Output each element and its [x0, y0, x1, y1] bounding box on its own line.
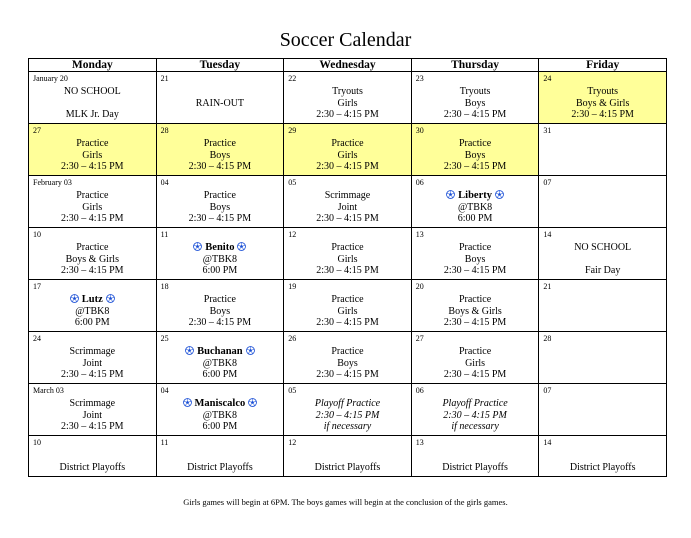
event-line: Practice: [76, 242, 109, 253]
day-date: 22: [288, 74, 297, 83]
day-cell: [411, 176, 539, 228]
day-events: [541, 86, 664, 121]
day-events: [414, 346, 537, 381]
spacer: [286, 450, 409, 462]
event-line: Scrimmage: [69, 346, 116, 357]
day-cell: [284, 280, 412, 332]
event-line: 6:00 PM: [202, 265, 238, 276]
day-date: 05: [288, 386, 297, 395]
day-date: 07: [543, 178, 552, 187]
event-line: Practice: [203, 138, 236, 149]
week-row: [29, 124, 667, 176]
event-line: Practice: [331, 294, 364, 305]
spacer: [159, 86, 282, 98]
event-line: Practice: [331, 346, 364, 357]
event-line: Fair Day: [585, 265, 621, 276]
day-cell: [539, 176, 667, 228]
day-cell: [29, 280, 157, 332]
day-events: [286, 242, 409, 277]
event-line: Girls: [465, 357, 486, 369]
day-cell: [539, 72, 667, 124]
day-date: 29: [288, 126, 297, 135]
calendar-body: [29, 72, 667, 477]
day-events: [31, 294, 154, 329]
week-row: [29, 176, 667, 228]
day-events: [159, 138, 282, 173]
day-date: 12: [288, 438, 297, 447]
day-cell: [411, 72, 539, 124]
spacer: [31, 98, 154, 110]
day-events: [159, 398, 282, 433]
day-header-friday: Friday: [539, 59, 667, 72]
event-line: RAIN-OUT: [195, 97, 245, 109]
day-date: 06: [415, 178, 424, 187]
day-date: January 20: [33, 74, 68, 83]
event-line: Girls: [337, 305, 358, 317]
day-cell: [29, 124, 157, 176]
day-date: 21: [543, 282, 552, 291]
calendar-table: [28, 58, 667, 477]
day-events: [541, 242, 664, 277]
event-line: 6:00 PM: [202, 421, 238, 432]
spacer: [541, 450, 664, 462]
event-line: Scrimmage: [324, 190, 371, 201]
spacer: [159, 450, 282, 462]
event-line: District Playoffs: [569, 461, 636, 473]
day-cell: [284, 332, 412, 384]
day-cell: [29, 384, 157, 436]
day-events: [286, 138, 409, 173]
event-line: @TBK8: [75, 305, 110, 317]
event-line: Girls: [82, 201, 103, 213]
event-line: Boys: [464, 97, 486, 109]
day-date: 13: [415, 230, 424, 239]
day-header-monday: Monday: [29, 59, 157, 72]
event-line: District Playoffs: [59, 461, 126, 473]
soccer-ball-icon: [67, 294, 82, 305]
day-date: 19: [288, 282, 297, 291]
day-cell: [411, 280, 539, 332]
event-line: 6:00 PM: [202, 369, 238, 380]
event-line: 2:30 – 4:15 PM: [188, 317, 252, 328]
day-date: 18: [160, 282, 169, 291]
day-date: 10: [33, 230, 41, 239]
game-opponent: Liberty: [458, 190, 492, 201]
day-header-row: [29, 59, 667, 72]
event-line: 2:30 – 4:15 PM: [443, 265, 507, 276]
soccer-ball-icon: [190, 242, 205, 253]
spacer: [541, 254, 664, 266]
day-cell: [29, 176, 157, 228]
soccer-ball-icon: [243, 346, 258, 357]
day-cell: [29, 436, 157, 477]
day-date: 12: [288, 230, 297, 239]
day-cell: [284, 72, 412, 124]
day-date: 04: [160, 178, 169, 187]
spacer: [31, 450, 154, 462]
event-line: Joint: [82, 357, 103, 369]
day-cell: [29, 72, 157, 124]
event-line: District Playoffs: [314, 461, 381, 473]
day-events: [31, 450, 154, 473]
event-line: 2:30 – 4:15 PM: [316, 265, 379, 276]
soccer-ball-icon: [182, 346, 197, 357]
day-date: 24: [543, 74, 552, 83]
event-line: @TBK8: [202, 409, 237, 421]
day-header-tuesday: Tuesday: [156, 59, 284, 72]
week-row: [29, 436, 667, 477]
day-date: 25: [160, 334, 169, 343]
day-date: 17: [33, 282, 41, 291]
day-events: [159, 346, 282, 381]
day-cell: [156, 124, 284, 176]
day-cell: [284, 124, 412, 176]
day-cell: [284, 384, 412, 436]
day-date: 21: [160, 74, 169, 83]
day-date: 27: [415, 334, 424, 343]
day-cell: [539, 124, 667, 176]
event-line: Practice: [458, 294, 492, 305]
soccer-ball-icon: [103, 294, 118, 305]
event-line: Practice: [203, 190, 236, 201]
page-title: Soccer Calendar: [279, 29, 412, 51]
day-events: [31, 346, 154, 381]
day-date: 11: [160, 230, 169, 239]
day-cell: [411, 124, 539, 176]
day-date: 24: [33, 334, 41, 343]
day-events: [414, 138, 537, 173]
day-cell: [29, 332, 157, 384]
day-events: [159, 86, 282, 109]
event-line: NO SCHOOL: [63, 86, 121, 97]
game-opponent-line: [414, 190, 537, 202]
game-opponent: Buchanan: [197, 346, 243, 357]
event-line: 2:30 – 4:15 PM: [443, 409, 507, 421]
day-cell: [284, 436, 412, 477]
event-line: Practice: [203, 294, 236, 305]
event-line: Joint: [82, 409, 103, 421]
day-events: [414, 450, 537, 473]
day-cell: [411, 332, 539, 384]
event-line: @TBK8: [202, 253, 237, 265]
event-line: Boys & Girls: [448, 305, 502, 317]
day-events: [286, 190, 409, 225]
day-events: [159, 242, 282, 277]
event-line: Practice: [458, 138, 492, 149]
event-line: Practice: [76, 190, 109, 201]
day-date: 27: [33, 126, 41, 135]
event-line: 2:30 – 4:15 PM: [316, 317, 379, 328]
day-date: 10: [33, 438, 41, 447]
soccer-ball-icon: [234, 242, 249, 253]
event-line: Playoff Practice: [442, 398, 508, 409]
day-events: [414, 294, 537, 329]
week-row: [29, 384, 667, 436]
event-line: @TBK8: [457, 201, 493, 213]
event-line: NO SCHOOL: [574, 242, 632, 253]
event-line: Scrimmage: [69, 398, 116, 409]
day-events: [286, 86, 409, 121]
event-line: Joint: [337, 201, 358, 213]
day-cell: [539, 280, 667, 332]
day-cell: [284, 228, 412, 280]
soccer-ball-icon: [492, 190, 507, 201]
week-row: [29, 72, 667, 124]
soccer-ball-icon: [180, 398, 195, 409]
game-opponent-line: [159, 242, 282, 254]
footer-note: Girls games will begin at 6PM. The boys games will begin at the conclusion of the girls games.: [183, 497, 508, 507]
event-line: Girls: [337, 149, 358, 161]
week-row: [29, 228, 667, 280]
event-line: 2:30 – 4:15 PM: [443, 161, 507, 172]
day-cell: [156, 280, 284, 332]
spacer: [414, 450, 537, 462]
soccer-ball-icon: [245, 398, 260, 409]
game-opponent: Lutz: [81, 294, 103, 305]
day-events: [286, 450, 409, 473]
day-cell: [156, 332, 284, 384]
day-date: 05: [288, 178, 297, 187]
game-opponent-line: [159, 346, 282, 358]
day-cell: [411, 228, 539, 280]
event-line: Playoff Practice: [314, 398, 381, 409]
day-date: 13: [415, 438, 424, 447]
day-events: [286, 294, 409, 329]
day-date: 31: [543, 126, 552, 135]
event-line: 2:30 – 4:15 PM: [61, 213, 124, 224]
event-line: if necessary: [451, 421, 499, 432]
day-events: [541, 450, 664, 473]
day-date: 26: [288, 334, 297, 343]
event-line: Boys: [209, 149, 231, 161]
event-line: 2:30 – 4:15 PM: [316, 109, 379, 120]
event-line: 2:30 – 4:15 PM: [316, 369, 379, 380]
day-events: [414, 242, 537, 277]
week-row: [29, 280, 667, 332]
event-line: Tryouts: [332, 86, 363, 97]
day-cell: [284, 176, 412, 228]
day-header-thursday: Thursday: [411, 59, 539, 72]
day-date: 07: [543, 386, 552, 395]
event-line: 2:30 – 4:15 PM: [443, 109, 507, 120]
day-events: [159, 450, 282, 473]
event-line: 2:30 – 4:15 PM: [316, 161, 379, 172]
soccer-ball-icon: [443, 190, 458, 201]
day-cell: [539, 436, 667, 477]
day-header-wednesday: Wednesday: [284, 59, 412, 72]
event-line: 2:30 – 4:15 PM: [61, 161, 124, 172]
day-cell: [539, 384, 667, 436]
day-cell: [29, 228, 157, 280]
event-line: Tryouts: [459, 86, 491, 97]
day-cell: [411, 436, 539, 477]
day-events: [414, 190, 537, 225]
event-line: 2:30 – 4:15 PM: [571, 109, 634, 120]
event-line: District Playoffs: [187, 461, 253, 473]
event-line: 2:30 – 4:15 PM: [443, 317, 507, 328]
day-date: 06: [415, 386, 424, 395]
day-events: [414, 398, 537, 433]
event-line: Boys & Girls: [65, 253, 119, 265]
day-events: [159, 190, 282, 225]
event-line: Practice: [76, 138, 109, 149]
game-opponent-line: [31, 294, 154, 306]
day-events: [31, 398, 154, 433]
day-date: 23: [415, 74, 424, 83]
event-line: 2:30 – 4:15 PM: [188, 213, 252, 224]
event-line: 2:30 – 4:15 PM: [188, 161, 252, 172]
event-line: Practice: [458, 346, 492, 357]
event-line: 2:30 – 4:15 PM: [443, 369, 507, 380]
event-line: 2:30 – 4:15 PM: [315, 409, 380, 421]
day-date: 14: [543, 438, 552, 447]
event-line: @TBK8: [202, 357, 237, 369]
day-date: 30: [415, 126, 424, 135]
day-cell: [539, 228, 667, 280]
event-line: Girls: [82, 149, 103, 161]
event-line: Girls: [337, 97, 358, 109]
day-events: [31, 242, 154, 277]
day-date: 28: [160, 126, 169, 135]
event-line: 2:30 – 4:15 PM: [61, 369, 124, 380]
event-line: Boys & Girls: [576, 97, 630, 109]
day-date: 14: [543, 230, 552, 239]
game-opponent-line: [159, 398, 282, 410]
event-line: 2:30 – 4:15 PM: [61, 265, 124, 276]
day-date: 11: [160, 438, 169, 447]
event-line: 6:00 PM: [74, 317, 110, 328]
event-line: 2:30 – 4:15 PM: [316, 213, 379, 224]
game-opponent: Benito: [205, 242, 235, 253]
day-events: [286, 398, 409, 433]
event-line: Practice: [331, 242, 364, 253]
day-cell: [411, 384, 539, 436]
event-line: Boys: [209, 201, 231, 213]
game-opponent: Maniscalco: [194, 398, 246, 409]
day-cell: [156, 384, 284, 436]
week-row: [29, 332, 667, 384]
day-date: 04: [160, 386, 169, 395]
day-cell: [156, 176, 284, 228]
event-line: MLK Jr. Day: [65, 109, 119, 120]
event-line: if necessary: [323, 421, 372, 432]
day-cell: [156, 436, 284, 477]
day-events: [31, 86, 154, 121]
day-events: [31, 190, 154, 225]
event-line: Boys: [209, 305, 231, 317]
event-line: 2:30 – 4:15 PM: [61, 421, 124, 432]
day-cell: [156, 72, 284, 124]
day-cell: [156, 228, 284, 280]
day-date: 28: [543, 334, 552, 343]
day-date: 20: [415, 282, 424, 291]
day-date: February 03: [33, 178, 72, 187]
event-line: Boys: [337, 357, 358, 369]
event-line: Boys: [464, 253, 486, 265]
day-date: March 03: [33, 386, 64, 395]
event-line: Practice: [331, 138, 364, 149]
event-line: Boys: [464, 149, 486, 161]
day-events: [159, 294, 282, 329]
event-line: 6:00 PM: [457, 213, 493, 224]
event-line: Girls: [337, 253, 358, 265]
event-line: Tryouts: [587, 86, 619, 97]
day-events: [414, 86, 537, 121]
event-line: Practice: [458, 242, 492, 253]
event-line: District Playoffs: [442, 461, 508, 473]
day-events: [286, 346, 409, 381]
day-events: [31, 138, 154, 173]
day-cell: [539, 332, 667, 384]
